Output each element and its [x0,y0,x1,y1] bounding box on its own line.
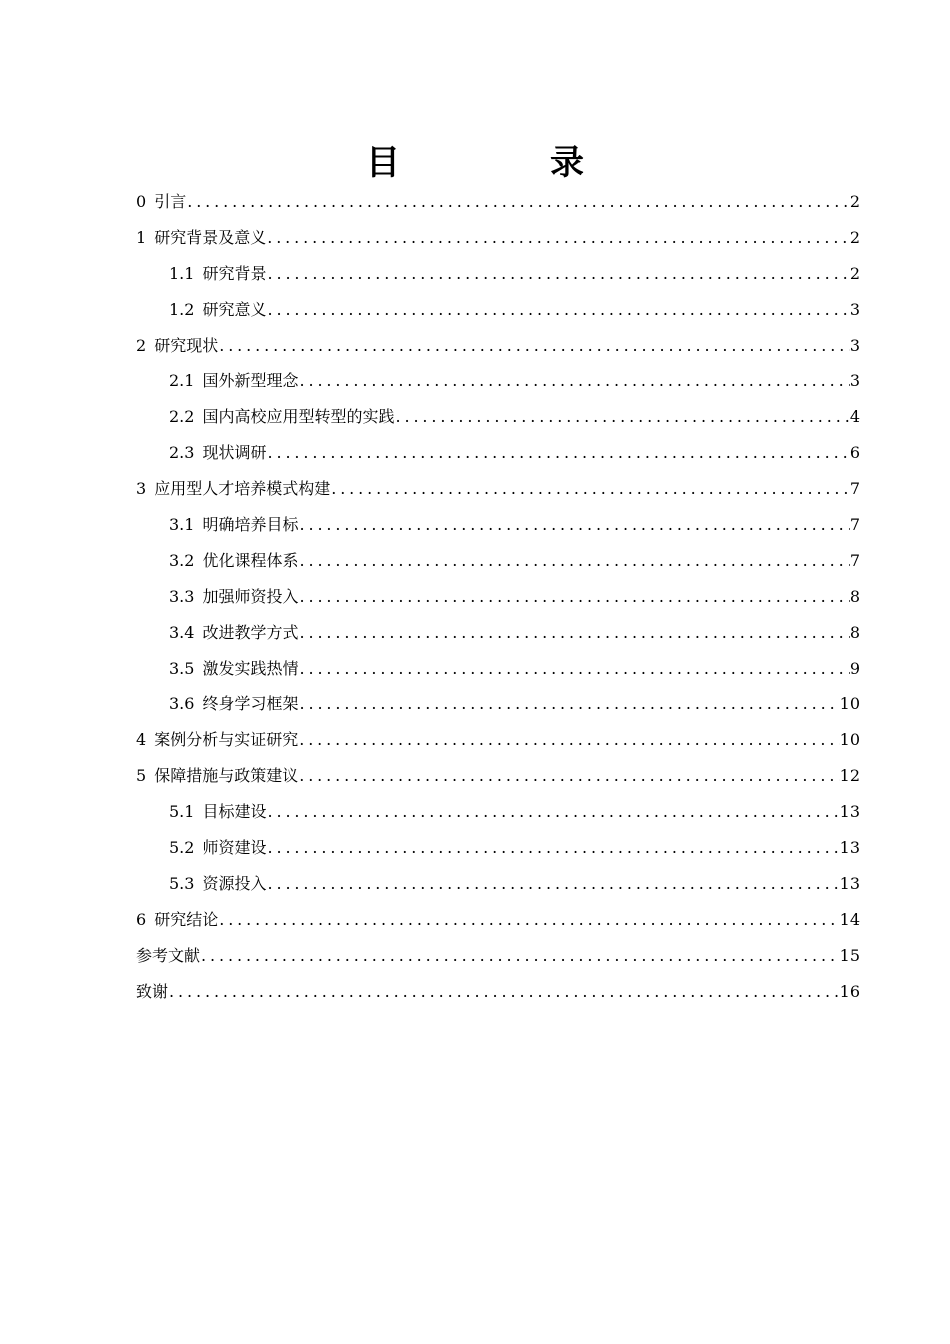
toc-dot-leader [200,938,840,974]
toc-entry[interactable] [136,722,860,758]
toc-entry[interactable] [136,471,860,507]
toc-entry-title: 终身学习框架 [202,694,299,714]
toc-entry-page-number: 3 [849,335,860,355]
toc-entry-page-number: 3 [849,299,860,319]
toc-entry-page-number: 8 [849,586,860,606]
toc-entry[interactable] [136,758,860,794]
toc-entry-number: 6 [136,909,147,929]
toc-entry-page-number: 9 [849,658,860,678]
toc-entry-page-number: 2 [849,192,860,211]
toc-entry[interactable] [136,328,860,364]
toc-entry[interactable] [136,866,860,902]
toc-entry-page-number: 3 [849,371,860,391]
toc-dot-leader [266,256,849,292]
toc-entry-title: 研究背景及意义 [154,227,267,247]
toc-entry[interactable] [136,435,860,471]
toc-entry-title: 师资建设 [202,838,267,858]
toc-entry-title: 激发实践热情 [202,658,299,678]
toc-dot-leader [266,830,839,866]
toc-entry-number: 1.1 [169,263,195,283]
toc-dot-leader [298,579,849,615]
toc-dot-leader [218,902,839,938]
toc-entry-title: 致谢 [136,981,169,1001]
toc-entry-number: 5 [136,766,147,786]
toc-entry[interactable] [136,830,860,866]
toc-entry[interactable] [136,292,860,328]
toc-entry-page-number: 13 [839,838,860,858]
toc-entry-number: 3 [136,479,147,499]
toc-entry-number: 5.3 [169,873,195,893]
toc-entry[interactable] [136,507,860,543]
toc-entry-title: 研究结论 [154,909,219,929]
table-of-contents [136,184,860,1009]
toc-entry-page-number: 2 [849,263,860,283]
toc-entry-number: 3.5 [169,658,195,678]
page-title: 目 录 [366,143,642,183]
toc-entry-number: 2.2 [169,407,195,427]
toc-dot-leader [298,758,839,794]
toc-entry-title: 国内高校应用型转型的实践 [202,407,395,427]
toc-dot-leader [298,363,849,399]
toc-entry-number: 0 [136,192,147,211]
toc-entry-page-number: 10 [839,694,860,714]
toc-entry-title: 参考文献 [136,945,201,965]
toc-entry-page-number: 7 [849,550,860,570]
toc-dot-leader [266,292,849,328]
toc-entry[interactable] [136,686,860,722]
toc-dot-leader [394,399,849,435]
toc-entry[interactable] [136,220,860,256]
toc-entry-number: 1.2 [169,299,195,319]
toc-dot-leader [266,794,839,830]
toc-dot-leader [298,507,849,543]
toc-entry-page-number: 4 [849,407,860,427]
toc-entry-title: 明确培养目标 [202,515,299,535]
toc-entry[interactable] [136,256,860,292]
toc-entry-title: 研究现状 [154,335,219,355]
toc-entry-page-number: 8 [849,622,860,642]
toc-entry-page-number: 14 [839,909,860,929]
toc-entry-title: 案例分析与实证研究 [154,730,299,750]
toc-entry-number: 5.2 [169,838,195,858]
toc-entry[interactable] [136,615,860,651]
toc-entry-page-number: 7 [849,515,860,535]
toc-entry[interactable] [136,363,860,399]
toc-dot-leader [330,471,850,507]
toc-entry-title: 现状调研 [202,443,267,463]
toc-dot-leader [266,866,839,902]
toc-entry-number: 3.6 [169,694,195,714]
toc-entry-number: 2 [136,335,147,355]
toc-entry-number: 3.2 [169,550,195,570]
toc-entry[interactable] [136,902,860,938]
toc-entry-number: 3.1 [169,515,195,535]
toc-entry-title: 加强师资投入 [202,586,299,606]
toc-entry-page-number: 15 [839,945,860,965]
toc-entry-title: 国外新型理念 [202,371,299,391]
toc-entry-page-number: 13 [839,802,860,822]
toc-entry[interactable] [136,399,860,435]
toc-dot-leader [266,220,850,256]
toc-entry-title: 改进教学方式 [202,622,299,642]
toc-entry[interactable] [136,543,860,579]
toc-entry-title: 应用型人才培养模式构建 [154,479,331,499]
toc-entry-number: 2.3 [169,443,195,463]
toc-entry[interactable] [136,974,860,1010]
toc-entry-title: 优化课程体系 [202,550,299,570]
toc-entry-page-number: 12 [839,766,860,786]
toc-entry-page-number: 13 [839,873,860,893]
toc-entry-title: 目标建设 [202,802,267,822]
toc-dot-leader [298,543,849,579]
toc-entry-page-number: 6 [849,443,860,463]
toc-entry[interactable] [136,579,860,615]
toc-entry-number: 3.3 [169,586,195,606]
toc-entry-page-number: 2 [849,227,860,247]
toc-entry-number: 3.4 [169,622,195,642]
toc-dot-leader [186,184,850,220]
toc-entry-number: 2.1 [169,371,195,391]
toc-entry-page-number: 16 [839,981,860,1001]
toc-dot-leader [266,435,849,471]
toc-dot-leader [298,615,849,651]
toc-entry-page-number: 10 [839,730,860,750]
toc-entry-title: 引言 [154,192,187,211]
toc-entry-title: 研究意义 [202,299,267,319]
toc-entry[interactable] [136,938,860,974]
toc-entry-number: 1 [136,227,147,247]
toc-dot-leader [218,328,850,364]
toc-entry-title: 资源投入 [202,873,267,893]
toc-entry-title: 研究背景 [202,263,267,283]
toc-dot-leader [298,651,849,687]
toc-dot-leader [298,722,839,758]
toc-entry-number: 5.1 [169,802,195,822]
toc-entry[interactable] [136,184,860,220]
toc-dot-leader [168,974,840,1010]
toc-entry-page-number: 7 [849,479,860,499]
toc-entry-number: 4 [136,730,147,750]
toc-entry[interactable] [136,794,860,830]
toc-entry-title: 保障措施与政策建议 [154,766,299,786]
toc-dot-leader [298,686,839,722]
toc-entry[interactable] [136,651,860,687]
